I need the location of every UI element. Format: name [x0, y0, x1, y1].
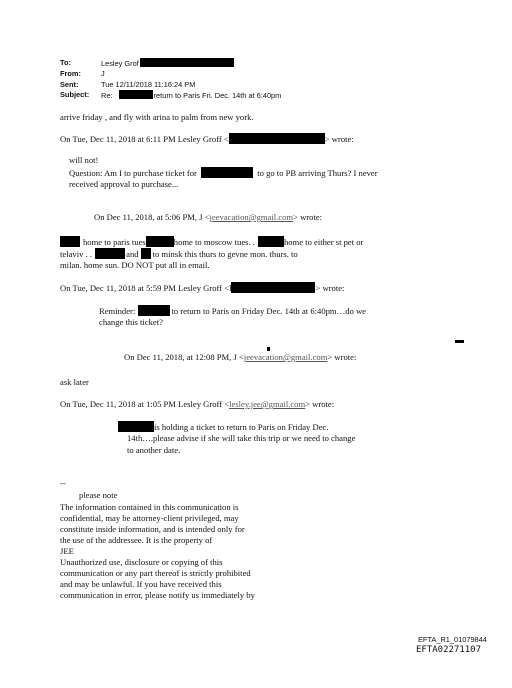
redaction — [141, 248, 151, 259]
message-line: milan. home sun. DO NOT put all in email. — [60, 260, 210, 270]
message-text: to return to Paris on Friday Dec. 14th at 6:40pm…do we — [171, 306, 366, 316]
signature-dash: -- — [60, 478, 66, 488]
email-link[interactable]: jeevacation@gmail.com — [209, 212, 294, 222]
signature-line: communication in error, please notify us immediately by — [60, 590, 255, 600]
message-text: and — [126, 249, 139, 259]
message-line: ask later — [60, 377, 89, 387]
subject-prefix: Re: — [101, 91, 113, 100]
quote-header-text: On Dec 11, 2018, at 12:08 PM, J < — [124, 352, 244, 362]
redaction — [119, 90, 153, 99]
quote-header-end: > wrote: — [324, 134, 354, 144]
header-from — [60, 69, 81, 78]
quote-header — [60, 133, 354, 145]
message-text: to minsk this thurs to gevne mon. thurs. to — [152, 249, 298, 259]
email-link[interactable]: lesley.jee@gmail.com — [229, 399, 306, 409]
email-link[interactable]: jeevacation@gmail.com — [243, 352, 328, 362]
redaction — [201, 167, 253, 178]
quote-header-text: On Tue, Dec 11, 2018 at 1:05 PM Lesley Groff < — [60, 399, 230, 409]
quote-header-text: On Tue, Dec 11, 2018 at 5:59 PM Lesley Groff <l — [60, 283, 232, 293]
bates-number-2: EFTA02271107 — [416, 645, 482, 655]
message-line: change this ticket? — [99, 317, 163, 327]
quote-header — [60, 282, 344, 294]
sent-label: Sent: — [60, 80, 79, 89]
header-sent — [60, 80, 78, 89]
quote-header — [60, 399, 334, 410]
signature-line: Unauthorized use, disclosure or copying of this — [60, 557, 223, 567]
message-text: to go to PB arriving Thurs? I never — [257, 168, 378, 178]
signature-line: the use of the addressee. It is the property of — [60, 535, 213, 545]
message-line — [60, 236, 363, 248]
signature-line: and may be unlawful. If you have received this — [60, 579, 222, 589]
subject-value-row — [101, 90, 281, 100]
signature-line: JEE — [60, 546, 74, 556]
redaction — [138, 305, 170, 316]
message-line: arrive friday , and fly with arina to palm from new york. — [60, 112, 254, 122]
to-value: Lesley Grof — [101, 59, 139, 68]
header-subject — [60, 90, 89, 99]
message-line — [60, 248, 298, 260]
message-text: is holding a ticket to return to Paris on Friday Dec. — [154, 422, 329, 432]
redaction — [60, 236, 80, 247]
scan-mark — [455, 340, 464, 343]
signature-line: confidential, may be attorney-client privileged, may — [60, 513, 239, 523]
message-text: home to either st pet or — [283, 237, 364, 247]
message-text: home to moscow tues. . — [173, 237, 255, 247]
quote-header — [124, 352, 356, 363]
quote-header-end: > wrote: — [305, 399, 335, 409]
signature-note: please note — [79, 490, 118, 500]
redaction — [140, 58, 234, 67]
message-line — [99, 305, 366, 317]
message-line: will not! — [69, 155, 99, 165]
subject-value: return to Paris Fri. Dec. 14th at 6:40pm — [153, 91, 282, 100]
quote-header-text: On Tue, Dec 11, 2018 at 6:11 PM Lesley Groff < — [60, 134, 229, 144]
from-value: J — [101, 69, 105, 78]
sent-value: Tue 12/11/2018 11:16:24 PM — [101, 80, 196, 89]
message-text: Question: Am I to purchase ticket for — [69, 168, 197, 178]
from-label: From: — [60, 69, 81, 78]
quote-header — [94, 212, 322, 223]
quote-header-end: > wrote: — [315, 283, 345, 293]
message-text: Reminder: — [99, 306, 136, 316]
redaction — [146, 236, 174, 247]
message-line — [69, 167, 378, 179]
quote-header-text: On Dec 11, 2018, at 5:06 PM, J < — [94, 212, 210, 222]
redaction — [258, 236, 284, 247]
redaction — [95, 248, 125, 259]
signature-line: communication or any part thereof is strictly prohibited — [60, 568, 251, 578]
message-line — [118, 421, 328, 433]
quote-header-end: > wrote: — [327, 352, 357, 362]
signature-line: The information contained in this communication is — [60, 502, 239, 512]
message-text: telaviv . . — [60, 249, 92, 259]
header-to — [60, 58, 71, 67]
bates-number-1: EFTA_R1_01079844 — [418, 635, 487, 644]
to-label: To: — [60, 58, 71, 67]
message-line: received approval to purchase... — [69, 179, 179, 189]
to-value-row — [101, 58, 234, 68]
message-line: to another date. — [127, 445, 181, 455]
message-text: home to paris tues — [83, 237, 146, 247]
signature-line: constitute inside information, and is intended only for — [60, 524, 245, 534]
message-line: 14th….please advise if she will take this trip or we need to change — [127, 433, 356, 443]
redaction — [231, 282, 315, 293]
scan-mark — [267, 347, 270, 351]
quote-header-end: > wrote: — [293, 212, 323, 222]
redaction — [118, 421, 154, 432]
redaction — [229, 133, 325, 144]
subject-label: Subject: — [60, 90, 90, 99]
